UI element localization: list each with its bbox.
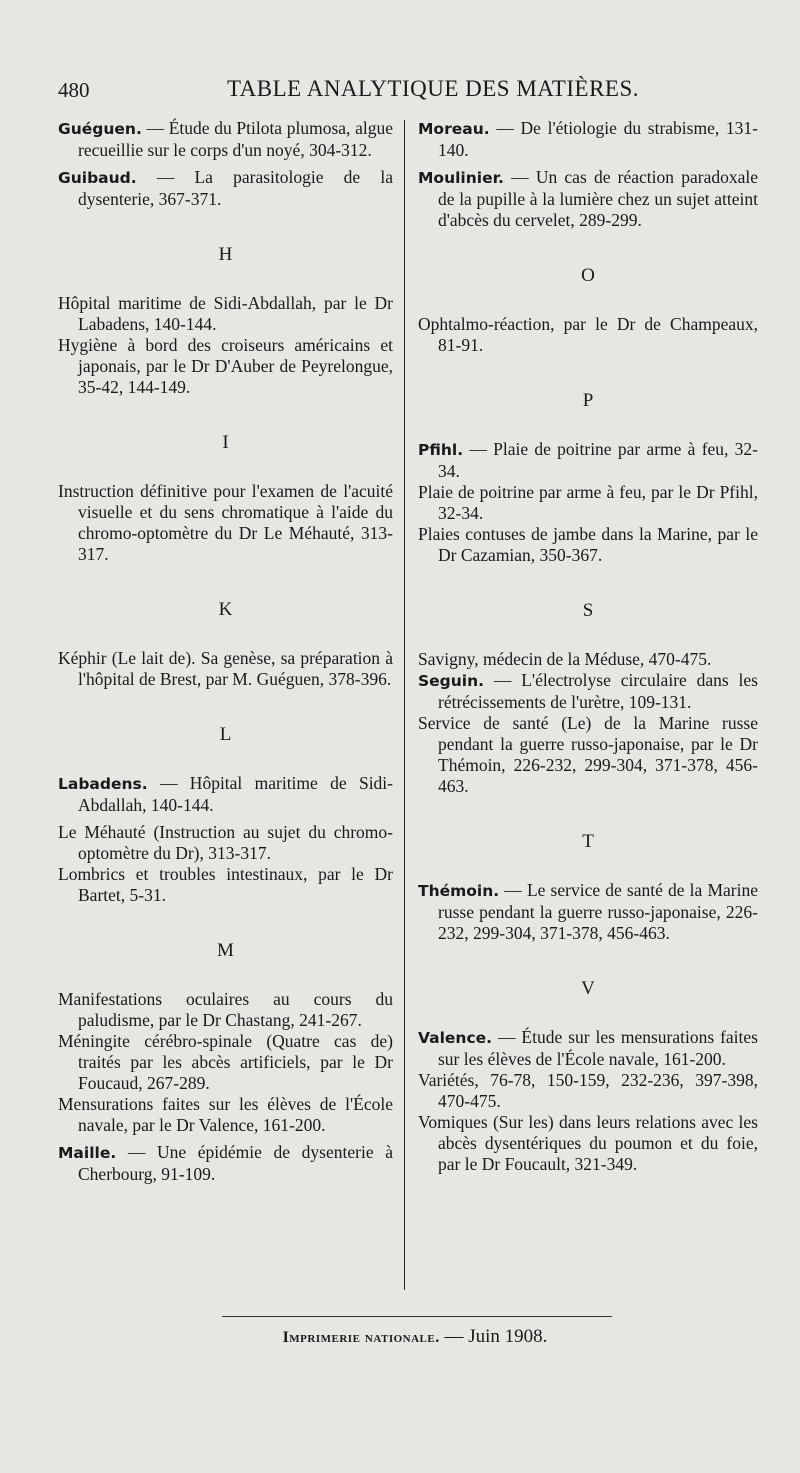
index-entry: Variétés, 76-78, 150-159, 232-236, 397-398, 470-475. (418, 1070, 758, 1111)
index-entry: Service de santé (Le) de la Marine russe pendant la guerre russo-japonaise, par le Dr Thémoin, 226-232, 299-304, 371-378, 456-463. (418, 713, 758, 796)
entry-author: Guéguen. (58, 120, 142, 138)
section-letter: K (218, 599, 233, 620)
page-header (58, 74, 758, 108)
left-column (58, 118, 393, 1185)
entry-text: — De l'étiologie du strabisme, 131-140. (438, 118, 758, 160)
index-entry (418, 880, 758, 944)
section-letter: V (581, 978, 595, 999)
index-entry (58, 118, 393, 161)
index-entry (418, 439, 758, 482)
section-letter: I (222, 432, 229, 453)
section-letter: M (217, 940, 234, 961)
index-entry (58, 773, 393, 816)
entry-text: — Hôpital maritime de Sidi-Abdallah, 140-144. (78, 773, 393, 815)
entry-text: — Un cas de réaction paradoxale de la pupille à la lumière chez un sujet atteint d'abcès du cervelet, 289-299. (438, 167, 758, 230)
index-entry: Plaie de poitrine par arme à feu, par le Dr Pfihl, 32-34. (418, 482, 758, 523)
entry-author: Seguin. (418, 672, 485, 690)
index-entry: Hygiène à bord des croiseurs américains et japonais, par le Dr D'Auber de Peyrelongue, 35-42, 144-149. (58, 335, 393, 397)
imprint-date: — Juin 1908. (439, 1326, 548, 1347)
entry-author: Guibaud. (58, 169, 137, 187)
entry-text: — Le service de santé de la Marine russe pendant la guerre russo-japonaise, 226-232, 299-304, 371-378, 456-463. (438, 880, 758, 943)
index-entry: Le Méhauté (Instruction au sujet du chromo-optomètre du Dr), 313-317. (58, 822, 393, 863)
column-divider (404, 120, 405, 1290)
index-entry (58, 167, 393, 210)
entry-text: — La parasitologie de la dysenterie, 367-371. (78, 167, 393, 209)
index-entry (418, 167, 758, 231)
index-entry (418, 118, 758, 161)
index-entry: Ophtalmo-réaction, par le Dr de Champeaux, 81-91. (418, 314, 758, 355)
entry-author: Valence. (418, 1029, 493, 1047)
index-entry: Képhir (Le lait de). Sa genèse, sa préparation à l'hôpital de Brest, par M. Guéguen, 378-396. (58, 648, 393, 689)
index-entry (418, 670, 758, 713)
page-number: 480 (58, 78, 90, 102)
index-entry: Mensurations faites sur les élèves de l'École navale, par le Dr Valence, 161-200. (58, 1094, 393, 1135)
footer-rule (222, 1316, 612, 1317)
entry-text: — Étude du Ptilota plumosa, algue recueillie sur le corps d'un noyé, 304-312. (78, 118, 393, 160)
index-entry: Hôpital maritime de Sidi-Abdallah, par le Dr Labadens, 140-144. (58, 293, 393, 334)
index-entry: Plaies contuses de jambe dans la Marine, par le Dr Cazamian, 350-367. (418, 524, 758, 565)
index-entry: Vomiques (Sur les) dans leurs relations avec les abcès dysentériques du poumon et du foie, par le Dr Foucault, 321-349. (418, 1112, 758, 1174)
section-letter: T (582, 831, 594, 852)
entry-author: Labadens. (58, 775, 148, 793)
index-entry: Instruction définitive pour l'examen de l'acuité visuelle et du sens chromatique à l'aide du chromo-optomètre du Dr Le Méhauté, 313-317. (58, 481, 393, 564)
entry-text: — Une épidémie de dysenterie à Cherbourg, 91-109. (78, 1142, 393, 1184)
right-column (418, 118, 758, 1175)
entry-text: — Plaie de poitrine par arme à feu, 32-34. (438, 439, 758, 481)
imprint (200, 1326, 630, 1348)
entry-author: Maille. (58, 1144, 117, 1162)
imprint-printer: Imprimerie nationale. (282, 1329, 440, 1346)
entry-text: — L'électrolyse circulaire dans les rétrécissements de l'urètre, 109-131. (438, 670, 758, 712)
entry-text: — Étude sur les mensurations faites sur les élèves de l'École navale, 161-200. (438, 1027, 758, 1069)
index-entry: Méningite cérébro-spinale (Quatre cas de) traités par les abcès artificiels, par le Dr Foucaud, 267-289. (58, 1031, 393, 1093)
entry-author: Moulinier. (418, 169, 504, 187)
index-entry: Savigny, médecin de la Méduse, 470-475. (418, 649, 712, 669)
entry-author: Pfihl. (418, 441, 464, 459)
index-entry (418, 1027, 758, 1070)
section-letter: P (582, 390, 594, 411)
section-letter: H (218, 244, 233, 265)
section-letter: L (219, 724, 232, 745)
index-entry: Lombrics et troubles intestinaux, par le Dr Bartet, 5-31. (58, 864, 393, 905)
section-letter: O (581, 265, 595, 286)
page-title: TABLE ANALYTIQUE DES MATIÈRES. (226, 76, 640, 101)
index-entry: Manifestations oculaires au cours du paludisme, par le Dr Chastang, 241-267. (58, 989, 393, 1030)
index-entry (58, 1142, 393, 1185)
entry-author: Moreau. (418, 120, 490, 138)
entry-author: Thémoin. (418, 882, 500, 900)
section-letter: S (582, 600, 594, 621)
